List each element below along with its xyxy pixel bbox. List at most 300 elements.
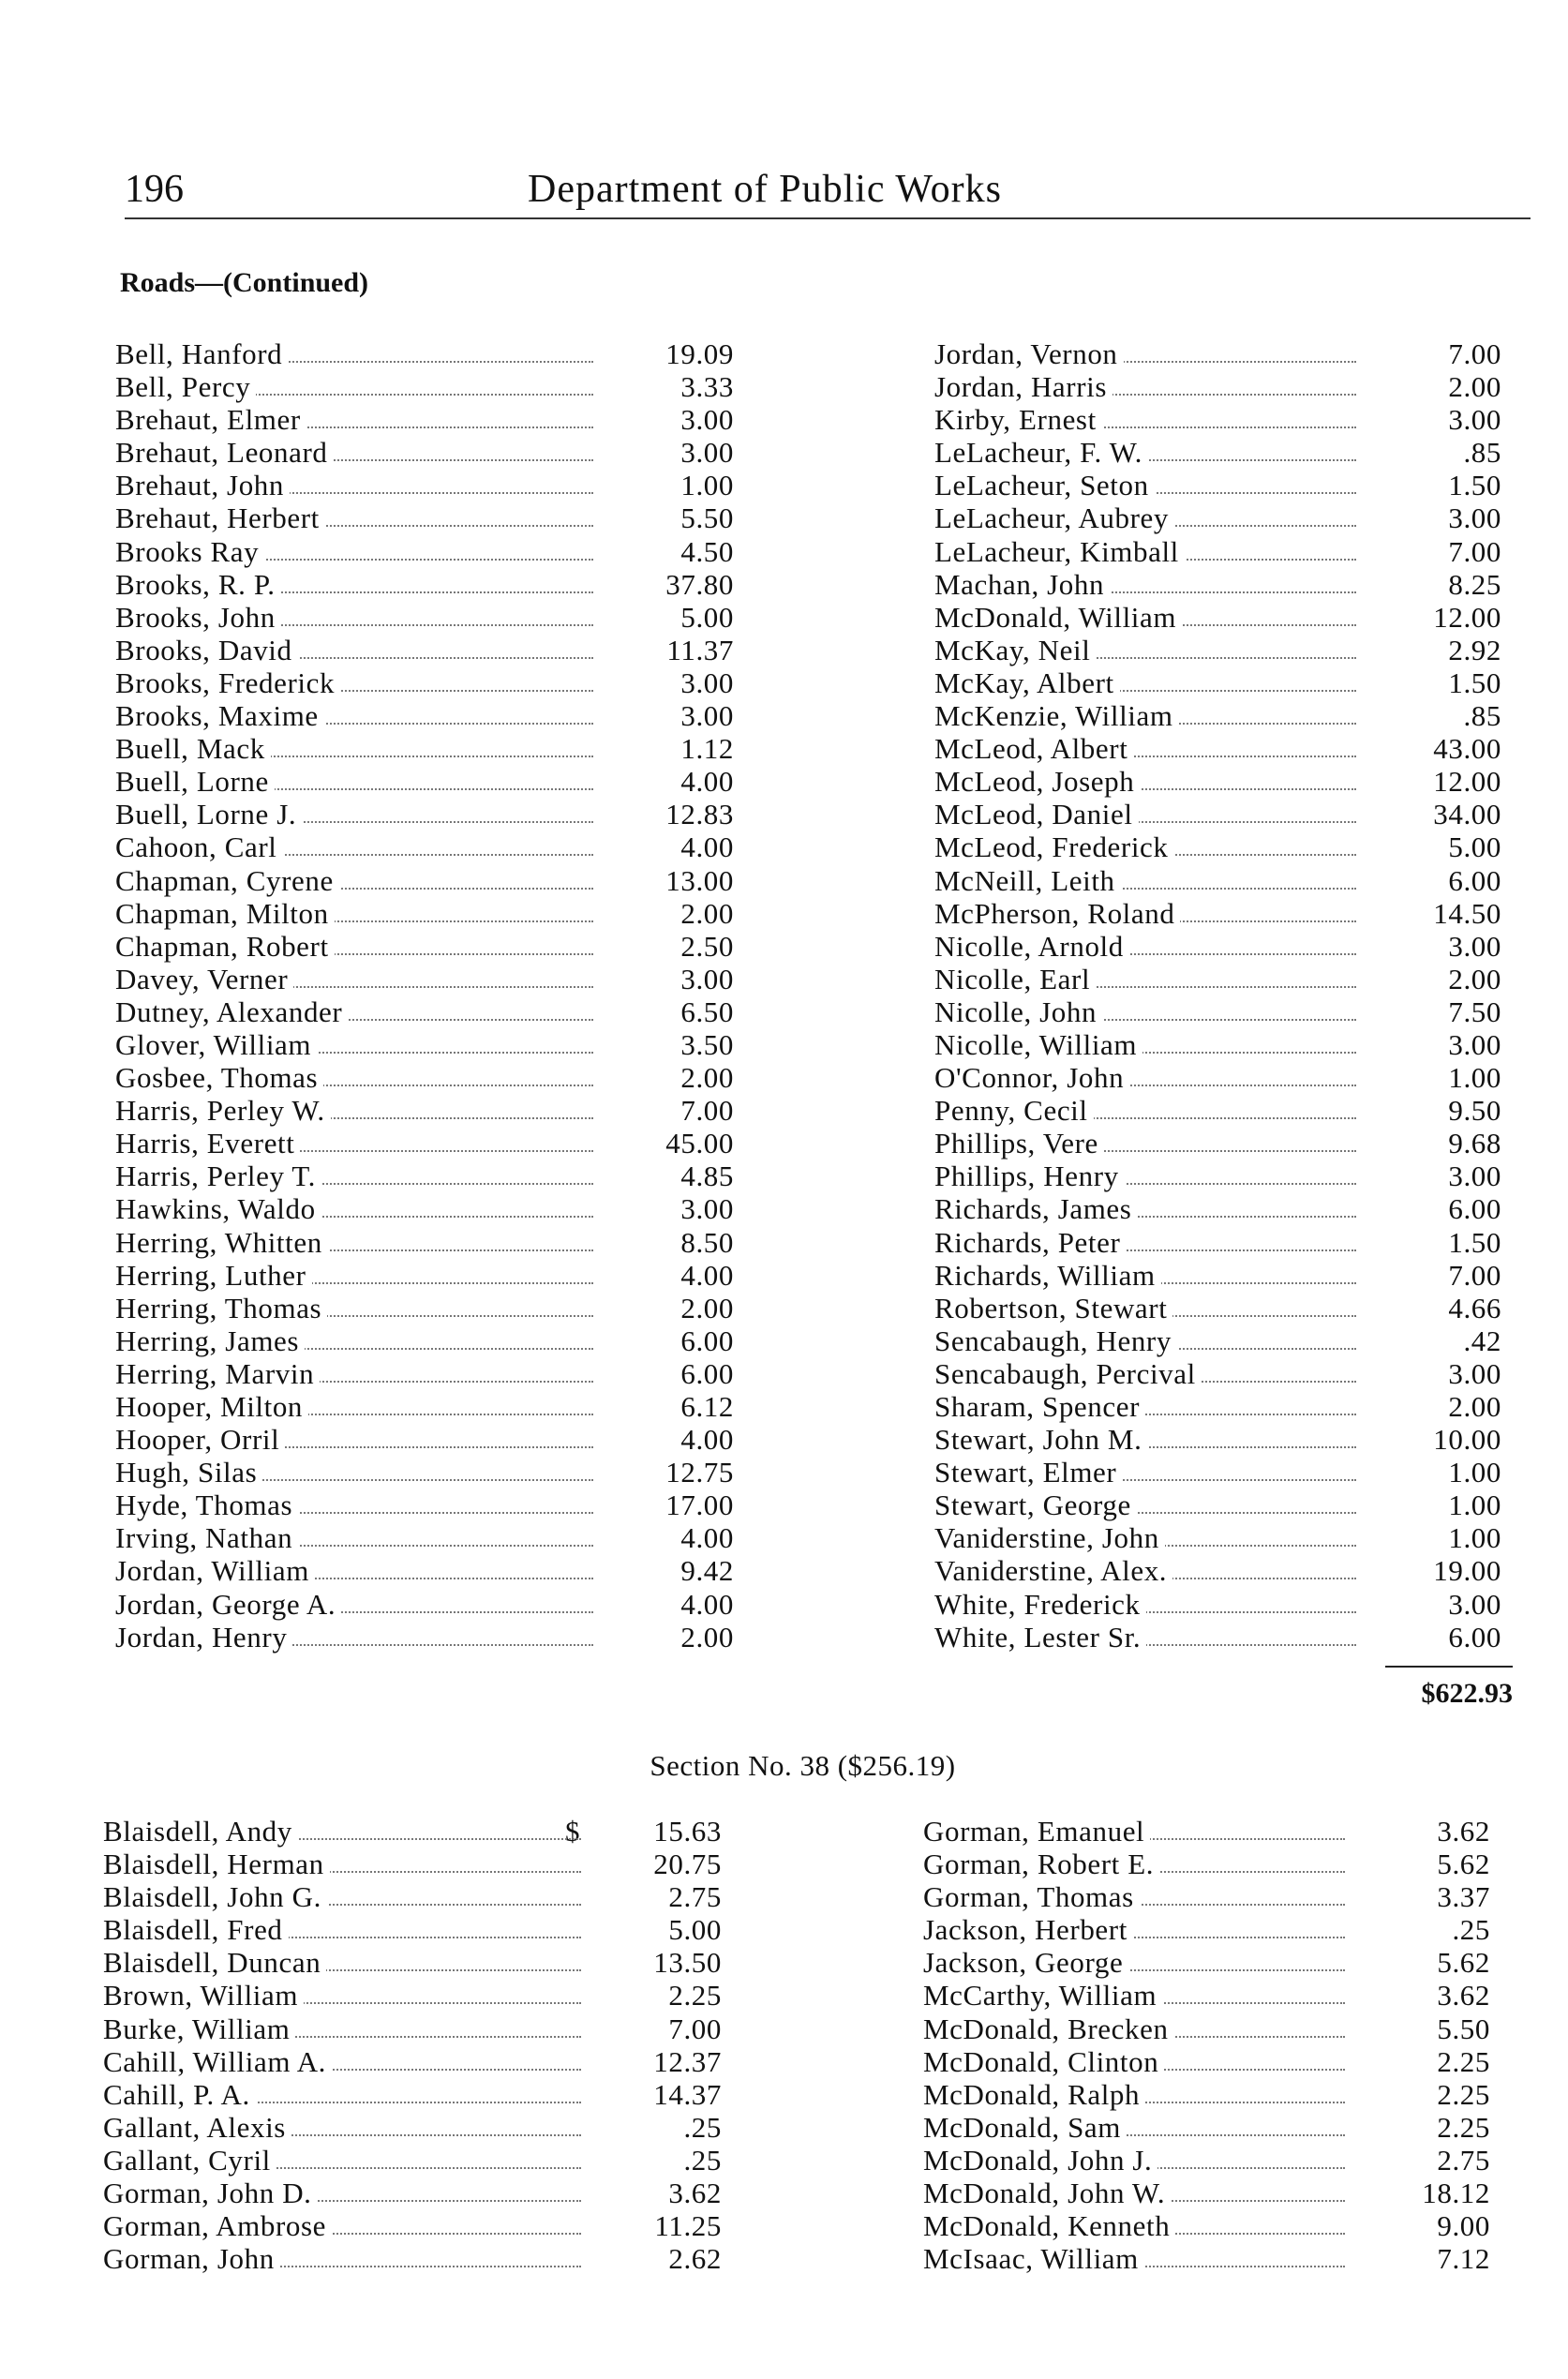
list-item	[934, 337, 1516, 370]
entry-name: Herring, Luther	[115, 1259, 312, 1292]
roads-left-column	[115, 337, 734, 1653]
list-item	[934, 601, 1516, 634]
list-item	[934, 1226, 1516, 1259]
list-item	[103, 2111, 722, 2144]
entry-name: White, Frederick	[934, 1588, 1146, 1621]
entry-amount: 8.50	[680, 1225, 734, 1259]
entry-name: Jordan, Harris	[934, 370, 1113, 403]
entry-name: Stewart, John M.	[934, 1423, 1147, 1456]
entry-name: Richards, James	[934, 1192, 1137, 1225]
entry-amount: 3.00	[1448, 501, 1501, 535]
entry-name: Brehaut, John	[115, 469, 290, 501]
entry-amount: 14.37	[653, 2077, 722, 2111]
entry-name: Harris, Perley T.	[115, 1160, 321, 1192]
entry-name: Jackson, Herbert	[923, 1913, 1133, 1946]
entry-amount: 1.00	[1448, 1489, 1501, 1522]
list-item	[103, 1979, 722, 2012]
list-item	[115, 568, 734, 601]
entry-amount: 3.33	[680, 370, 734, 404]
list-item	[115, 370, 734, 403]
entry-amount: 4.85	[680, 1160, 734, 1193]
list-item	[934, 1061, 1516, 1094]
entry-amount: 2.25	[1437, 2044, 1490, 2078]
entry-name: Chapman, Robert	[115, 930, 335, 963]
list-item	[923, 1979, 1504, 2012]
entry-name: Buell, Lorne	[115, 765, 275, 798]
entry-amount: 1.00	[680, 469, 734, 502]
list-item	[115, 1521, 734, 1554]
entry-amount: 5.00	[1448, 830, 1501, 864]
list-item	[934, 1028, 1516, 1061]
list-item	[115, 634, 734, 666]
entry-name: Brooks, Frederick	[115, 666, 340, 699]
entry-amount: 13.00	[665, 863, 734, 897]
list-item	[115, 798, 734, 830]
entry-name: Hooper, Milton	[115, 1390, 308, 1423]
list-item	[115, 995, 734, 1028]
entry-amount: 3.00	[680, 436, 734, 470]
entry-name: Gosbee, Thomas	[115, 1061, 323, 1094]
entry-name: LeLacheur, Seton	[934, 469, 1155, 501]
entry-amount: 3.50	[680, 1027, 734, 1061]
list-item	[115, 1061, 734, 1094]
entry-amount: 9.68	[1448, 1127, 1501, 1160]
list-item	[115, 1423, 734, 1456]
list-item	[115, 1028, 734, 1061]
list-item	[934, 1192, 1516, 1225]
list-item	[115, 1094, 734, 1127]
entry-amount: 3.00	[680, 1192, 734, 1226]
entry-amount: 3.00	[680, 699, 734, 733]
entry-amount: 14.50	[1433, 896, 1501, 930]
entry-amount: 3.00	[1448, 1160, 1501, 1193]
list-item	[115, 469, 734, 501]
entry-amount: 3.37	[1437, 1880, 1490, 1914]
entry-amount: 9.50	[1448, 1094, 1501, 1128]
list-item	[923, 1880, 1504, 1913]
entry-amount: 37.80	[665, 567, 734, 601]
list-item	[115, 1127, 734, 1160]
entry-name: Herring, James	[115, 1324, 305, 1357]
entry-amount: 1.50	[1448, 469, 1501, 502]
entry-amount: 19.00	[1433, 1554, 1501, 1588]
list-item	[115, 1324, 734, 1357]
entry-name: McDonald, Brecken	[923, 2012, 1174, 2045]
list-item	[934, 732, 1516, 765]
list-item	[115, 765, 734, 798]
entry-name: Gorman, Emanuel	[923, 1815, 1150, 1848]
list-item	[115, 864, 734, 897]
entry-name: Blaisdell, John G.	[103, 1880, 327, 1913]
list-item	[103, 2078, 722, 2111]
entry-name: Brooks, David	[115, 634, 298, 666]
list-item	[103, 2012, 722, 2045]
list-item	[115, 501, 734, 534]
entry-amount: 3.00	[1448, 403, 1501, 437]
entry-name: Chapman, Milton	[115, 897, 335, 930]
entry-amount: 2.75	[1437, 2143, 1490, 2177]
entry-name: Dutney, Alexander	[115, 995, 348, 1028]
entry-name: McDonald, John J.	[923, 2144, 1157, 2177]
entry-name: Brooks, R. P.	[115, 568, 281, 601]
entry-name: LeLacheur, Kimball	[934, 535, 1185, 568]
entry-name: Cahoon, Carl	[115, 830, 283, 863]
entry-name: Richards, William	[934, 1259, 1161, 1292]
entry-amount: 19.09	[665, 337, 734, 370]
entry-name: McIsaac, William	[923, 2242, 1144, 2275]
entry-amount: 3.00	[1448, 1587, 1501, 1621]
entry-amount: 7.50	[1448, 995, 1501, 1028]
entry-amount: 1.00	[1448, 1061, 1501, 1095]
entry-name: Phillips, Vere	[934, 1127, 1104, 1160]
list-item	[115, 699, 734, 732]
entry-amount: 3.62	[668, 2177, 722, 2210]
entry-amount: 5.50	[680, 501, 734, 535]
entry-amount: 6.12	[680, 1390, 734, 1423]
entry-amount: 12.00	[1433, 765, 1501, 799]
entry-name: McCarthy, William	[923, 1979, 1162, 2012]
entry-amount: 2.50	[680, 929, 734, 963]
entry-name: Sencabaugh, Percival	[934, 1357, 1202, 1390]
list-item	[103, 1880, 722, 1913]
entry-amount: 2.25	[1437, 2077, 1490, 2111]
entry-amount: 2.25	[668, 1979, 722, 2012]
entry-name: Herring, Thomas	[115, 1292, 327, 1324]
list-item	[115, 830, 734, 863]
entry-amount: 3.00	[680, 962, 734, 995]
entry-name: Gallant, Cyril	[103, 2144, 276, 2177]
list-item	[115, 1259, 734, 1292]
entry-amount: 7.00	[1448, 534, 1501, 568]
entry-name: LeLacheur, F. W.	[934, 436, 1148, 469]
entry-amount: 4.66	[1448, 1291, 1501, 1324]
section38-left-column	[103, 1815, 722, 2275]
entry-name: Chapman, Cyrene	[115, 864, 339, 897]
entry-name: Cahill, William A.	[103, 2045, 332, 2078]
entry-name: Buell, Lorne J.	[115, 798, 302, 830]
list-item	[923, 2078, 1504, 2111]
list-item	[923, 2045, 1504, 2078]
entry-amount: 1.12	[680, 732, 734, 766]
section38-right-column	[923, 1815, 1504, 2275]
list-item	[934, 1160, 1516, 1192]
list-item	[115, 1357, 734, 1390]
entry-name: Robertson, Stewart	[934, 1292, 1172, 1324]
list-item	[115, 1390, 734, 1423]
entry-name: Brehaut, Leonard	[115, 436, 334, 469]
list-item	[103, 2242, 722, 2275]
entry-name: McLeod, Frederick	[934, 830, 1174, 863]
entry-amount: .25	[1452, 1913, 1490, 1947]
entry-name: Blaisdell, Andy	[103, 1815, 298, 1848]
list-item	[115, 337, 734, 370]
entry-name: Blaisdell, Fred	[103, 1913, 289, 1946]
list-item	[934, 370, 1516, 403]
entry-amount: 2.00	[680, 896, 734, 930]
list-item	[934, 765, 1516, 798]
entry-name: McKenzie, William	[934, 699, 1179, 732]
list-item	[103, 2209, 722, 2242]
list-item	[923, 1946, 1504, 1979]
entry-amount: 5.00	[668, 1913, 722, 1947]
list-item	[103, 2177, 722, 2209]
list-item	[115, 1554, 734, 1587]
entry-name: LeLacheur, Aubrey	[934, 501, 1174, 534]
list-item	[923, 2012, 1504, 2045]
entry-name: Bell, Hanford	[115, 337, 288, 370]
list-item	[923, 1913, 1504, 1946]
entry-name: Phillips, Henry	[934, 1160, 1125, 1192]
list-item	[115, 1160, 734, 1192]
entry-amount: 5.62	[1437, 1848, 1490, 1881]
page-title: Department of Public Works	[528, 168, 1002, 211]
entry-amount: .25	[683, 2143, 722, 2177]
list-item	[934, 666, 1516, 699]
entry-name: McLeod, Joseph	[934, 765, 1140, 798]
list-item	[115, 601, 734, 634]
entry-amount: 4.00	[680, 765, 734, 799]
entry-name: McKay, Albert	[934, 666, 1120, 699]
section-number: Section No. 38	[650, 1749, 830, 1782]
page-number: 196	[125, 168, 184, 211]
list-item	[103, 2144, 722, 2177]
list-item	[923, 2242, 1504, 2275]
entry-amount: 6.00	[1448, 1192, 1501, 1226]
entry-amount: 9.00	[1437, 2209, 1490, 2243]
list-item	[923, 1848, 1504, 1880]
entry-amount: 4.00	[680, 1423, 734, 1457]
entry-amount: 43.00	[1433, 732, 1501, 766]
list-item	[934, 535, 1516, 568]
entry-amount: 20.75	[653, 1848, 722, 1881]
entry-amount: 12.75	[665, 1456, 734, 1489]
entry-name: McNeill, Leith	[934, 864, 1121, 897]
entry-amount: 9.42	[680, 1554, 734, 1588]
list-item	[115, 1192, 734, 1225]
entry-name: Burke, William	[103, 2012, 295, 2045]
list-item	[934, 864, 1516, 897]
list-item	[934, 1127, 1516, 1160]
entry-amount: 6.50	[680, 995, 734, 1028]
list-item	[934, 1554, 1516, 1587]
entry-name: O'Connor, John	[934, 1061, 1129, 1094]
list-item	[934, 1094, 1516, 1127]
list-item	[103, 1815, 722, 1848]
list-item	[115, 1226, 734, 1259]
entry-name: Brooks, John	[115, 601, 281, 634]
entry-name: Harris, Perley W.	[115, 1094, 331, 1127]
list-item	[934, 798, 1516, 830]
entry-name: Jordan, Henry	[115, 1621, 292, 1653]
list-item	[115, 1456, 734, 1489]
entry-amount: 2.00	[680, 1061, 734, 1095]
entry-amount: 2.00	[1448, 1390, 1501, 1423]
entry-amount: 4.50	[680, 534, 734, 568]
list-item	[103, 1946, 722, 1979]
roads-right-column	[934, 337, 1516, 1653]
entry-amount: 2.62	[668, 2242, 722, 2276]
entry-name: McPherson, Roland	[934, 897, 1180, 930]
entry-name: Nicolle, John	[934, 995, 1102, 1028]
list-item	[103, 1913, 722, 1946]
entry-name: Brehaut, Herbert	[115, 501, 325, 534]
page-header	[115, 157, 1531, 214]
entry-name: Gallant, Alexis	[103, 2111, 291, 2144]
entry-amount: 2.25	[1437, 2110, 1490, 2144]
entry-name: Blaisdell, Duncan	[103, 1946, 326, 1979]
entry-amount: 12.37	[653, 2044, 722, 2078]
entry-amount: 18.12	[1422, 2177, 1490, 2210]
dollar-sign: $	[565, 1815, 581, 1848]
entry-amount: .85	[1463, 436, 1501, 470]
list-item	[934, 1390, 1516, 1423]
entry-amount: 6.00	[680, 1356, 734, 1390]
entry-name: Gorman, John D.	[103, 2177, 318, 2209]
entry-name: Glover, William	[115, 1028, 317, 1061]
list-item	[115, 666, 734, 699]
list-item	[934, 1259, 1516, 1292]
entry-name: McDonald, John W.	[923, 2177, 1171, 2209]
entry-amount: 45.00	[665, 1127, 734, 1160]
entry-name: Gorman, John	[103, 2242, 280, 2275]
entry-name: Machan, John	[934, 568, 1110, 601]
entry-name: McDonald, William	[934, 601, 1182, 634]
entry-name: White, Lester Sr.	[934, 1621, 1146, 1653]
entry-name: McLeod, Daniel	[934, 798, 1139, 830]
entry-name: Hooper, Orril	[115, 1423, 285, 1456]
list-item	[923, 2144, 1504, 2177]
entry-name: Brooks, Maxime	[115, 699, 324, 732]
entry-name: Blaisdell, Herman	[103, 1848, 330, 1880]
entry-amount: 17.00	[665, 1489, 734, 1522]
entry-amount: 6.00	[1448, 1620, 1501, 1653]
entry-amount: 3.00	[1448, 929, 1501, 963]
list-item	[934, 897, 1516, 930]
section-amount: ($256.19)	[837, 1749, 956, 1782]
entry-amount: 7.00	[1448, 1258, 1501, 1292]
list-item	[934, 930, 1516, 963]
list-item	[934, 963, 1516, 995]
entry-name: McDonald, Sam	[923, 2111, 1127, 2144]
entry-amount: 34.00	[1433, 798, 1501, 831]
list-item	[934, 1456, 1516, 1489]
entry-name: Penny, Cecil	[934, 1094, 1094, 1127]
list-item	[115, 732, 734, 765]
header-rule	[125, 217, 1531, 219]
entry-amount: 4.00	[680, 1258, 734, 1292]
entry-name: McDonald, Ralph	[923, 2078, 1145, 2111]
list-item	[115, 1489, 734, 1521]
entry-amount: 7.00	[680, 1094, 734, 1128]
entry-name: McLeod, Albert	[934, 732, 1133, 765]
list-item	[115, 1621, 734, 1653]
entry-name: Sharam, Spencer	[934, 1390, 1145, 1423]
list-item	[934, 403, 1516, 436]
entry-amount: 2.00	[1448, 962, 1501, 995]
entry-amount: 1.00	[1448, 1521, 1501, 1555]
entry-amount: 4.00	[680, 1521, 734, 1555]
entry-amount: 1.50	[1448, 1225, 1501, 1259]
entry-amount: .25	[683, 2110, 722, 2144]
list-item	[115, 963, 734, 995]
entry-name: Jordan, George A.	[115, 1588, 341, 1621]
entry-amount: 7.12	[1437, 2242, 1490, 2276]
entry-name: Herring, Marvin	[115, 1357, 320, 1390]
list-item	[103, 2045, 722, 2078]
roads-total: $622.93	[1421, 1678, 1513, 1709]
entry-amount: 2.00	[680, 1291, 734, 1324]
list-item	[934, 1588, 1516, 1621]
entry-name: Nicolle, Arnold	[934, 930, 1129, 963]
list-item	[934, 1621, 1516, 1653]
entry-name: Cahill, P. A.	[103, 2078, 256, 2111]
list-item	[923, 1815, 1504, 1848]
list-item	[934, 634, 1516, 666]
list-item	[934, 1292, 1516, 1324]
entry-name: Nicolle, Earl	[934, 963, 1096, 995]
entry-amount: 13.50	[653, 1946, 722, 1980]
list-item	[115, 535, 734, 568]
entry-name: Stewart, Elmer	[934, 1456, 1122, 1489]
entry-amount: 7.00	[1448, 337, 1501, 370]
entry-name: Gorman, Ambrose	[103, 2209, 332, 2242]
entry-name: Hawkins, Waldo	[115, 1192, 321, 1225]
list-item	[934, 469, 1516, 501]
entry-amount: 2.92	[1448, 633, 1501, 666]
entry-name: Bell, Percy	[115, 370, 256, 403]
entry-amount: 2.00	[680, 1620, 734, 1653]
entry-amount: 3.62	[1437, 1979, 1490, 2012]
entry-amount: 3.00	[680, 403, 734, 437]
entry-name: Buell, Mack	[115, 732, 271, 765]
list-item	[934, 699, 1516, 732]
entry-amount: 7.00	[668, 2012, 722, 2045]
entry-name: Brooks Ray	[115, 535, 264, 568]
entry-amount: 5.00	[680, 600, 734, 634]
list-item	[934, 436, 1516, 469]
entry-amount: 4.00	[680, 1587, 734, 1621]
list-item	[934, 501, 1516, 534]
entry-name: Vaniderstine, Alex.	[934, 1554, 1172, 1587]
entry-amount: 11.37	[666, 633, 734, 666]
entry-name: Jackson, George	[923, 1946, 1128, 1979]
entry-name: Jordan, Vernon	[934, 337, 1124, 370]
entry-name: Richards, Peter	[934, 1226, 1126, 1259]
list-item	[115, 403, 734, 436]
entry-amount: .85	[1463, 699, 1501, 733]
entry-amount: 2.75	[668, 1880, 722, 1914]
entry-amount: 11.25	[654, 2209, 722, 2243]
entry-name: Gorman, Robert E.	[923, 1848, 1159, 1880]
list-item	[115, 897, 734, 930]
entry-name: Irving, Nathan	[115, 1521, 298, 1554]
entry-name: Brown, William	[103, 1979, 304, 2012]
entry-name: McDonald, Clinton	[923, 2045, 1164, 2078]
list-item	[923, 2177, 1504, 2209]
section-label-roads: Roads—(Continued)	[120, 267, 369, 298]
entry-amount: 1.50	[1448, 666, 1501, 699]
entry-name: Nicolle, William	[934, 1028, 1142, 1061]
entry-name: Davey, Verner	[115, 963, 293, 995]
list-item	[115, 930, 734, 963]
list-item	[103, 1848, 722, 1880]
entry-name: Gorman, Thomas	[923, 1880, 1140, 1913]
entry-amount: 12.83	[665, 798, 734, 831]
entry-amount: 5.50	[1437, 2012, 1490, 2045]
entry-amount: 1.00	[1448, 1456, 1501, 1489]
entry-amount: 3.00	[680, 666, 734, 699]
entry-name: Sencabaugh, Henry	[934, 1324, 1177, 1357]
